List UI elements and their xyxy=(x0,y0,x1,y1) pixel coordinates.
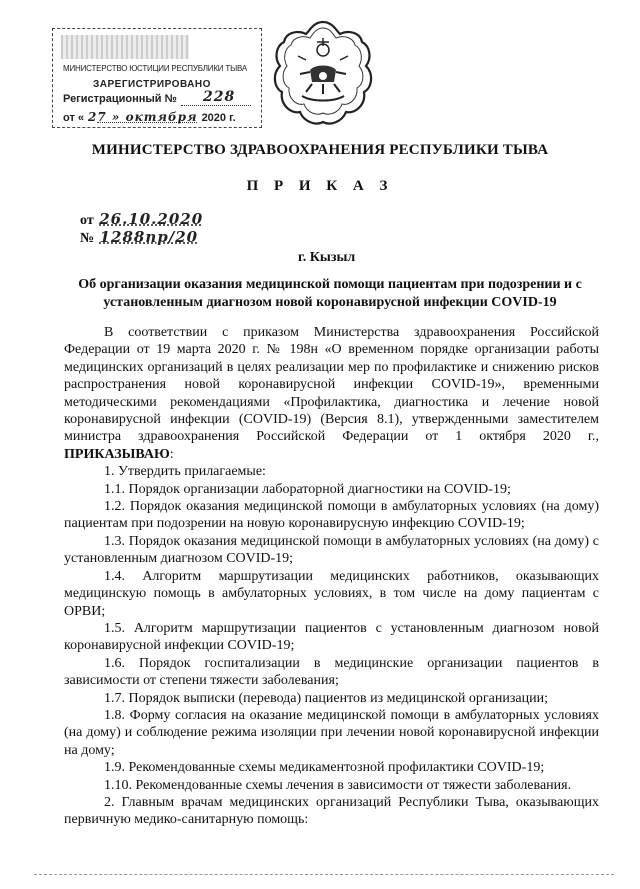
order-word: ПРИКАЗЫВАЮ xyxy=(64,446,170,462)
preamble-paragraph xyxy=(64,324,599,463)
list-item: 1.2. Порядок оказания медицинской помощи в амбулаторных условиях (на дому) пациентам при подозрении на новую коронавирусную инфекцию COVID-19; xyxy=(64,499,599,532)
ministry-heading: МИНИСТЕРСТВО ЗДРАВООХРАНЕНИЯ РЕСПУБЛИКИ ТЫВА xyxy=(91,142,549,158)
stamp-registered-line: ЗАРЕГИСТРИРОВАНО xyxy=(93,79,211,90)
order-date-value: 26.10.2020 xyxy=(99,210,204,228)
order-colon: : xyxy=(169,446,174,462)
list-item: 1.4. Алгоритм маршрутизации медицинских работников, оказывающих медицинскую помощь в амбулаторных условиях, в том числе на дому пациентам с ОРВИ; xyxy=(64,568,599,619)
list-item: 1.9. Рекомендованные схемы медикаментозной профилактики COVID-19; xyxy=(104,760,545,776)
list-item: 1.10. Рекомендованные схемы лечения в зависимости от тяжести заболевания. xyxy=(104,777,572,793)
stamp-date-prefix: от « xyxy=(63,112,85,124)
registration-stamp xyxy=(52,28,262,128)
order-title: Об организации оказания медицинской помощи пациентам при подозрении и с установленным диагнозом новой коронавирусной инфекции COVID-19 xyxy=(78,277,582,310)
stamp-reg-label: Регистрационный № xyxy=(63,93,177,105)
list-item: 1.7. Порядок выписки (перевода) пациентов из медицинской организации; xyxy=(104,690,548,706)
stamp-reg-underline xyxy=(181,105,251,106)
order-body xyxy=(64,324,599,829)
stamp-date-suffix: 2020 г. xyxy=(201,112,236,124)
preamble-text: В соответствии с приказом Министерства здравоохранения Российской Федерации от 19 марта 2020 г. № 198н «О временном порядке организации работы медицинских организаций в целях реализации мер по профилактике и снижению рисков распространения новой коронавирусной инфекции COVID-19», временными методическими рекомендациями «Профилактика, диагностика и лечение новой коронавирусной инфекции (COVID-19) (Версия 8.1), утвержденными заместителем министра здравоохранения Российской Федерации от 1 октября 2020 г., xyxy=(64,325,599,445)
list-item: 1.1. Порядок организации лабораторной диагностики на COVID-19; xyxy=(104,481,511,497)
order-number-value: 1288пр/20 xyxy=(99,228,199,246)
stamp-ministry-line: МИНИСТЕРСТВО ЮСТИЦИИ РЕСПУБЛИКИ ТЫВА xyxy=(63,64,247,73)
list-item: 1.8. Форму согласия на оказание медицинской помощи в амбулаторных условиях (на дому) и соблюдение режима изоляции при лечении новой коронавирусной инфекции на дому; xyxy=(64,707,599,758)
order-date-row xyxy=(80,210,203,229)
list-item: 1. Утвердить прилагаемые: xyxy=(104,464,266,480)
list-item: 2. Главным врачам медицинских организаций Республики Тыва, оказывающих первичную медико-санитарную помощь: xyxy=(64,794,599,828)
list-item: 1.5. Алгоритм маршрутизации пациентов с установленным диагнозом новой коронавирусной инфекции COVID-19; xyxy=(64,620,599,654)
bottom-scan-edge xyxy=(34,874,614,875)
list-item: 1.6. Порядок госпитализации в медицинские организации пациентов в зависимости от степени тяжести заболевания; xyxy=(64,655,599,689)
coat-of-arms-emblem xyxy=(270,18,376,130)
stamp-date-handwritten: 27 » октября xyxy=(88,110,198,124)
stamp-smudge xyxy=(61,35,189,59)
document-type-heading: П Р И К А З xyxy=(246,178,394,194)
city-line: г. Кызыл xyxy=(298,250,356,265)
stamp-reg-number: 228 xyxy=(203,89,236,105)
list-item: 1.3. Порядок оказания медицинской помощи в амбулаторных условиях (на дому) с установленным диагнозом COVID-19; xyxy=(64,533,599,567)
stamp-date-underline xyxy=(97,122,197,123)
order-number-row xyxy=(80,228,198,247)
order-date-label: от xyxy=(80,213,94,228)
order-number-label: № xyxy=(80,231,95,246)
